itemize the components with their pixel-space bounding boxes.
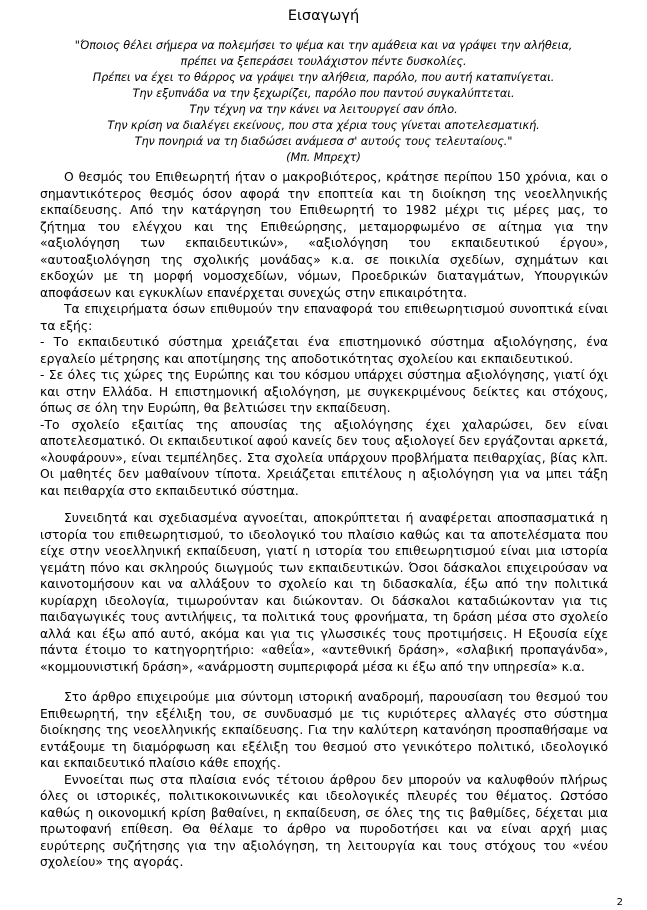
epigraph-attribution: (Μπ. Μπρεχτ) [286,151,361,164]
list-item: -Το σχολείο εξαιτίας της απουσίας της αξιολόγησης έχει χαλαρώσει, δεν είναι αποτελεσματικό. Οι εκπαιδευτικοί αφού κανείς δεν τους αξιολογεί δεν εργάζονται αρκετά, «λουφάρουν», είναι τεμπέληδες. Στα σχολεία υπάρχουν προβλήματα πειθαρχίας, βίας κλπ. Οι μαθητές δεν μαθαίνουν τίποτα. Χρειάζεται επιτέλους η αξιολόγηση για να μπει τάξη και πειθαρχία στο εκπαιδευτικό σύστημα. [40,417,608,498]
paragraph: Εννοείται πως στα πλαίσια ενός τέτοιου άρθρου δεν μπορούν να καλυφθούν πλήρως όλες οι ιστορικές, πολιτικοκοινωνικές και ιδεολογικές πλευρές του θέματος. Ωστόσο καθώς η οικονομική κρίση βαθαίνει, η εκπαίδευση, σε όλες της τις βαθμίδες, δέχεται μια πρωτοφανή επίθεση. Θα θέλαμε το άρθρο να πυροδοτήσει και να είναι αρχή μιας ευρύτερης συζήτησης για την αξιολόγηση, τη λειτουργία και τους στόχους του «νέου σχολείου» της αγοράς. [40,772,608,869]
epigraph-line: πρέπει να ξεπεράσει τουλάχιστον πέντε δυσκολίες. [180,55,467,68]
epigraph-quote [40,38,607,166]
paragraph: Τα επιχειρήματα όσων επιθυμούν την επαναφορά του επιθεωρητισμού συνοπτικά είναι τα εξής: [40,302,608,333]
epigraph-line: Την τέχνη να την κάνει να λειτουργεί σαν όπλο. [189,103,458,116]
paragraph: Ο θεσμός του Επιθεωρητή ήταν ο μακροβιότερος, κράτησε περίπου 150 χρόνια, και ο σημαντικότερος θεσμός όσον αφορά την εποπτεία και τη διοίκηση της νεοελληνικής εκπαίδευσης. Από την κατάργηση του Επιθεωρητή το 1982 μέχρι τις μέρες μας, το ζήτημα του ελέγχου και της Επιθεώρησης, μεταμορφωμένο σε αίτημα για την «αξιολόγηση των εκπαιδευτικών», «αξιολόγηση του εκπαιδευτικού έργου», «αυτοαξιολόγηση της σχολικής μονάδας» κ.α. σε ποικιλία σχεδίων, σχημάτων και εκδοχών με τη μορφή νομοσχεδίων, νόμων, Προεδρικών διαταγμάτων, Υπουργικών αποφάσεων και εγκυκλίων επανέρχεται συνεχώς στην επικαιρότητα. [40,170,608,300]
paragraph: Στο άρθρο επιχειρούμε μια σύντομη ιστορική αναδρομή, παρουσίαση του θεσμού του Επιθεωρητή, την εξέλιξη του, σε συνδυασμό με τις κυριότερες αλλαγές στο σύστημα διοίκησης της νεοελληνικής εκπαίδευσης. Για την καλύτερη κατανόηση προσπαθήσαμε να εντάξουμε τη διαμόρφωση και εξέλιξη του θεσμού στο γενικότερο πολιτικό, ιδεολογικό και εκπαιδευτικό πλαίσιο κάθε εποχής. [40,690,608,770]
epigraph-line: Την πονηριά να τη διαδώσει ανάμεσα σ' αυτούς τους τελευταίους." [134,135,513,148]
epigraph-line: Πρέπει να έχει το θάρρος να γράψει την αλήθεια, παρόλο, που αυτή καταπνίγεται. [92,71,555,84]
epigraph-line: Την εξυπνάδα να την ξεχωρίζει, παρόλο που παντού συγκαλύπτεται. [132,87,515,100]
body-text [40,169,608,871]
page-title: Εισαγωγή [287,8,360,24]
list-item: - Το εκπαιδευτικό σύστημα χρειάζεται ένα επιστημονικό σύστημα αξιολόγησης, ένα εργαλείο μέτρησης και αποτίμησης της αποδοτικότητας σχολείου και εκπαιδευτικού. [40,335,608,366]
list-item: - Σε όλες τις χώρες της Ευρώπης και του κόσμου υπάρχει σύστημα αξιολόγησης, γιατί όχι και στην Ελλάδα. Η επιστημονική αξιολόγηση, με συγκεκριμένους δείκτες και στόχους, όπως σε όλη την Ευρώπη, θα βελτιώσει την εκπαίδευση. [40,368,608,415]
epigraph-line: Την κρίση να διαλέγει εκείνους, που στα χέρια τους γίνεται αποτελεσματική. [107,119,540,132]
paragraph: Συνειδητά και σχεδιασμένα αγνοείται, αποκρύπτεται ή αναφέρεται αποσπασματικά η ιστορία του επιθεωρητισμού, το ιδεολογικό του πλαίσιο καθώς και τα αποτελέσματα που είχε στην νεοελληνική εκπαίδευση, γιατί η ιστορία του επιθεωρητισμού είναι μια ιστορία γεμάτη πόνο και σκληρούς διωγμούς των εκπαιδευτικών. Όσοι δάσκαλοι επιχειρούσαν να καινοτομήσουν και να αλλάξουν το σχολείο και τη διδασκαλία, έξω από την πολιτικά κυρίαρχη ιδεολογία, τιμωρούνταν και διώκονταν. Οι δάσκαλοι καταδιώκονταν για τις παιδαγωγικές τους αντιλήψεις, τα πολιτικά τους φρονήματα, τη δράση μέσα στο σχολείο αλλά και έξω από αυτό, ακόμα και για τις γλωσσικές τους προτιμήσεις. Η Εξουσία είχε πάντα έτοιμο το κατηγορητήριο: «αθεΐα», «αντεθνική δράση», «σλαβική προπαγάνδα», «κομμουνιστική δράση», «ανάρμοστη συμπεριφορά μέσα κι έξω από την υπηρεσία» κ.α. [40,511,608,674]
page-number: 2 [616,897,623,908]
epigraph-line: "Όποιος θέλει σήμερα να πολεμήσει το ψέμα και την αμάθεια και να γράψει την αλήθεια, [74,39,573,52]
